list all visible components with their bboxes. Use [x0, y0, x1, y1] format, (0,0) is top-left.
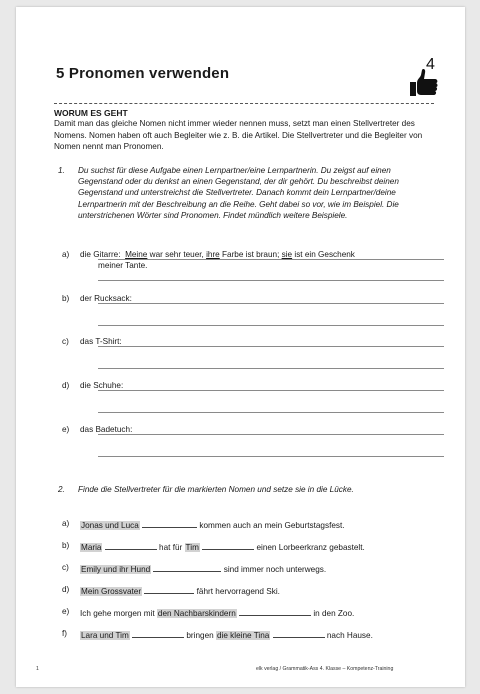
- item-text: [80, 629, 373, 640]
- svg-text:4: 4: [426, 56, 435, 73]
- title-divider: [54, 103, 434, 104]
- answer-line[interactable]: [98, 303, 444, 304]
- thumbs-up-four-icon: [406, 53, 442, 103]
- item-letter: a): [62, 519, 70, 528]
- item-label: der Rucksack:: [80, 294, 132, 303]
- item-label: das Badetuch:: [80, 425, 133, 434]
- pronoun-underlined: Meine: [125, 250, 148, 259]
- item-text: [80, 563, 326, 574]
- item-letter: e): [62, 425, 70, 434]
- item-letter: f): [62, 629, 68, 638]
- answer-line[interactable]: [98, 434, 444, 435]
- gap-blank[interactable]: [142, 519, 197, 528]
- sentence-text: nach Hause.: [326, 631, 373, 640]
- marked-noun: Maria: [81, 543, 102, 552]
- gap-blank[interactable]: [144, 585, 194, 594]
- sentence-text: sind immer noch unterwegs.: [223, 565, 327, 574]
- item-label: die Schuhe:: [80, 381, 124, 390]
- sentence-text: bringen: [186, 631, 214, 640]
- answer-line[interactable]: [98, 412, 444, 413]
- sentence-text: in den Zoo.: [313, 609, 355, 618]
- gap-blank[interactable]: [202, 541, 254, 550]
- sentence-text: einen Lorbeerkranz gebastelt.: [256, 543, 365, 552]
- answer-line[interactable]: [98, 368, 444, 369]
- worksheet-page: [16, 7, 465, 687]
- gap-blank[interactable]: [132, 629, 184, 638]
- example-text: Farbe ist braun;: [219, 250, 282, 259]
- page-title: 5 Pronomen verwenden: [56, 65, 230, 82]
- sentence-text: fährt hervorragend Ski.: [196, 587, 280, 596]
- marked-noun: den Nachbarskindern: [157, 609, 236, 618]
- item-letter: b): [62, 294, 70, 303]
- pronoun-underlined: sie: [281, 250, 293, 259]
- example-text: meiner Tante.: [98, 261, 148, 270]
- item-text: [80, 519, 345, 530]
- task1-item-a-line2: [98, 261, 147, 270]
- item-text: [80, 250, 355, 259]
- sentence-text: Ich gehe morgen mit: [80, 609, 155, 618]
- item-text: [80, 585, 280, 596]
- item-letter: b): [62, 541, 70, 550]
- page-number: 1: [36, 666, 39, 672]
- marked-noun: Tim: [185, 543, 199, 552]
- answer-line[interactable]: [98, 259, 444, 260]
- item-letter: e): [62, 607, 70, 616]
- task-text: Du suchst für diese Aufgabe einen Lernpartner/eine Lernpartnerin. Du zeigst auf einen Gegenstand oder du denkst an einen Gegenstand, der dir gehört. Du beschreibst deinen Gegenstand und unterstreichst die Stellvertreter. Danach kommt dein Lernpartner/deine Lernpartnerin mit der Beschreibung an die Reihe. Geht dabei so vor, wie im Beispiel. Die unterstrichenen Wörter sind Pronomen. Findet mündlich weitere Beispiele.: [78, 166, 399, 220]
- marked-noun: die kleine Tina: [216, 631, 270, 640]
- item-label: das T-Shirt:: [80, 337, 122, 346]
- gap-blank[interactable]: [105, 541, 157, 550]
- gap-blank[interactable]: [273, 629, 325, 638]
- task-number: 2.: [58, 485, 65, 494]
- marked-noun: Emily und ihr Hund: [81, 565, 151, 574]
- footer-credit: elk verlag / Grammatik-Ass 4. Klasse – Kompetenz-Training: [256, 666, 394, 672]
- gap-blank[interactable]: [239, 607, 311, 616]
- item-text: [80, 541, 365, 552]
- item-letter: c): [62, 563, 69, 572]
- item-letter: d): [62, 585, 70, 594]
- item-label: die Gitarre:: [80, 250, 121, 259]
- example-text: war sehr teuer,: [147, 250, 207, 259]
- task-text: Finde die Stellvertreter für die markierten Nomen und setze sie in die Lücke.: [78, 485, 354, 494]
- answer-line[interactable]: [98, 280, 444, 281]
- answer-line[interactable]: [98, 390, 444, 391]
- item-letter: d): [62, 381, 70, 390]
- marked-noun: Jonas und Luca: [81, 521, 139, 530]
- answer-line[interactable]: [98, 456, 444, 457]
- section-heading: WORUM ES GEHT: [54, 108, 128, 118]
- sentence-text: hat für: [159, 543, 183, 552]
- sentence-text: kommen auch an mein Geburtstagsfest.: [199, 521, 345, 530]
- item-text: [80, 607, 354, 618]
- intro-text: Damit man das gleiche Nomen nicht immer wieder nennen muss, setzt man einen Stellvertreter des Nomens. Nomen haben oft auch Begleiter wie z. B. die Artikel. Die Stellvertreter und die Begleiter von Nomen nennt man Pronomen.: [54, 119, 423, 152]
- gap-blank[interactable]: [153, 563, 221, 572]
- marked-noun: Mein Grossvater: [81, 587, 142, 596]
- item-letter: c): [62, 337, 69, 346]
- answer-line[interactable]: [98, 346, 444, 347]
- answer-line[interactable]: [98, 325, 444, 326]
- pronoun-underlined: ihre: [206, 250, 220, 259]
- task-number: 1.: [58, 166, 65, 175]
- example-text: ist ein Geschenk: [292, 250, 355, 259]
- item-letter: a): [62, 250, 70, 259]
- marked-noun: Lara und Tim: [81, 631, 129, 640]
